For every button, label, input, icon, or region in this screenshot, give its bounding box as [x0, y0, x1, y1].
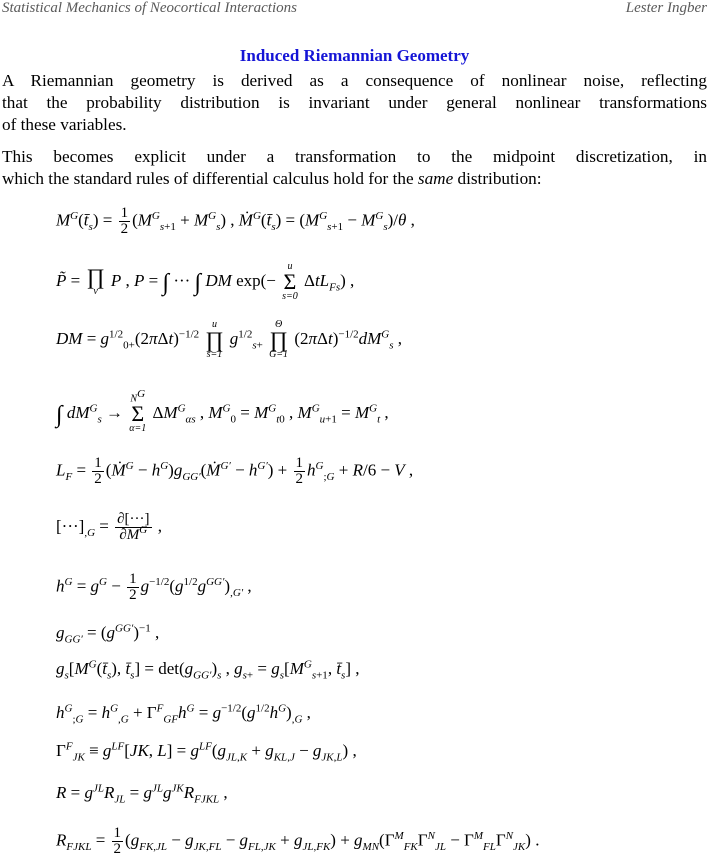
paragraph-text: which the standard rules of differential calculus hold for the: [2, 169, 414, 188]
paragraph-line: A Riemannian geometry is derived as a consequence of nonlinear noise, reflecting: [2, 71, 707, 90]
equation-11: $\Gamma^F_{JK} \equiv g^{LF}[JK$, $L] = g^{LF}(g_{JL,K} + g_{KL,J} - g_{JK,L})$ ,: [56, 740, 357, 764]
equation-2: P̃ = ∏ ν P , P = ∫ ··· ∫ DM exp(− u Σ s=0 ΔtL$_{Fs}$) ,: [56, 261, 355, 302]
paragraph-1: [2, 70, 707, 136]
paragraph-2: [2, 146, 707, 190]
paragraph-line: This becomes explicit under a transformation to the midpoint discretization, in: [2, 147, 707, 166]
section-title: Induced Riemannian Geometry: [239, 46, 470, 65]
equation-13: $R_{FJKL}$ = $\frac{1}{2}$ $(g_{FK,JL} - g_{JK,FL} - g_{FL,JK} + g_{JL,FK}) + g_{MN}(\Gamma^M_{FK}\Gamma^N_{JL} - \Gamma^M_{FL}\Gamma^N_{JK})$ .: [56, 825, 540, 857]
author-name: Lester Ingber: [625, 0, 707, 16]
equation-7: $h^G = g^G$ − $\frac{1}{2}$ $g^{-1/2}(g^{1/2}g^{GG'})_{,G'}$ ,: [56, 571, 252, 603]
paragraph-line: [2, 168, 707, 190]
emphasis-text: same: [417, 169, 454, 188]
equation-3: DM = $g^{1/2}_{0+}(2\pi\Delta t)^{-1/2}$ u ∏ s=1 $g^{1/2}_{s+}$ Θ ∏ G=1 $(2\pi\Delta t)^{-1/2}dM^G_s$ ,: [56, 319, 403, 360]
paragraph-text: distribution:: [453, 169, 542, 188]
equation-9: $g_s[M^G(t̄_s)$, $t̄_s] = \det(g_{GG'})_s$ , $g_{s+} = g_s[M^G_{s+1}$, $t̄_s$] ,: [56, 658, 360, 682]
equation-10: $h^G_{;G} = h^G_{,G} + \Gamma^F_{GF}h^G = g^{-1/2}(g^{1/2}h^G)_{,G}$ ,: [56, 702, 311, 726]
equation-1: $M^G(t̄_s)$ = $\frac{1}{2}$ $(M^G_{s+1} + M^G_s)$ , $Ṁ^G(t̄_s) = (M^G_{s+1} - M^G_s)/\theta$ ,: [56, 205, 415, 237]
paragraph-line: of these variables.: [2, 115, 127, 134]
equation-5: $L_F$ = $\frac{1}{2}$ (Ṁ$^G$ − $h^G)g_{GG'}(Ṁ^{G'} - h^{G'})$ + $\frac{1}{2}$ $h^G_{;G} + R/6 - V$ ,: [56, 455, 414, 487]
equation-4: ∫ $dM^G_s$ → $N^G$ Σ α=1 $\Delta M^G_{\alpha s}$ , $M^G_0 = M^G_{t0}$ , $M^G_{u+1} = M^G_t$ ,: [56, 388, 389, 435]
equation-6: $[\cdot\cdot\cdot]_{,G}$ = $\frac{\partial[\cdot\cdot\cdot]}{\partial M^G}$ ,: [56, 511, 162, 543]
paragraph-line: that the probability distribution is invariant under general nonlinear transformations: [2, 93, 707, 112]
running-title: Statistical Mechanics of Neocortical Interactions: [2, 0, 297, 16]
equation-12: $R = g^{JL}R_{JL} = g^{JL}g^{JK}R_{FJKL}$ ,: [56, 782, 228, 806]
equation-8: $g_{GG'} = (g^{GG'})^{-1}$ ,: [56, 622, 160, 646]
